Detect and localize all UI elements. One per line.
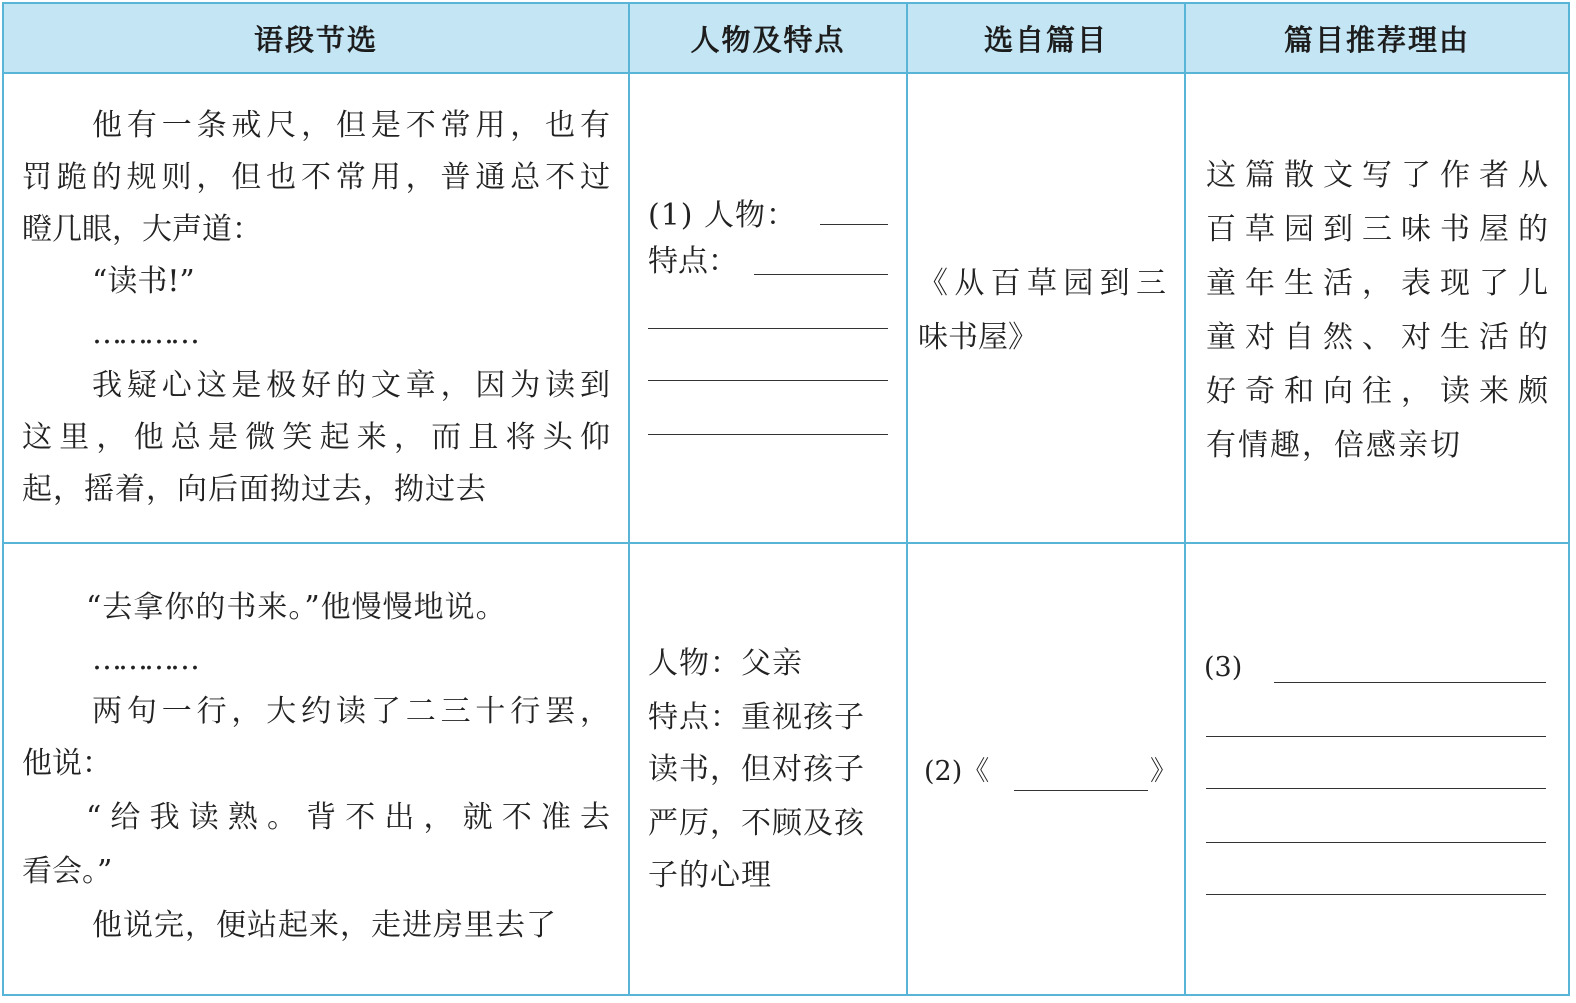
character-line: 人物：父亲 — [648, 646, 803, 681]
column-divider — [628, 4, 630, 994]
person-label: (1) 人物： — [648, 198, 798, 233]
excerpt-line: 他说： — [22, 746, 112, 781]
excerpt-line: “给我读熟。背不出，就不准去 — [86, 800, 610, 835]
trait-blank — [648, 434, 888, 435]
excerpt-line: 瞪几眼，大声道： — [22, 212, 262, 247]
header-source: 选自篇目 — [983, 23, 1108, 57]
source-prefix: (2)《 — [924, 756, 990, 787]
reason-blank — [1206, 736, 1546, 737]
header-reason: 篇目推荐理由 — [1283, 23, 1470, 57]
reason-prefix: (3) — [1204, 652, 1243, 683]
excerpt-line: ………… — [92, 316, 196, 351]
header-character: 人物及特点 — [690, 23, 846, 57]
excerpt-line: “读书!” — [92, 264, 195, 299]
person-blank — [820, 224, 888, 225]
reason-blank — [1206, 894, 1546, 895]
source-line: 《从百草园到三 — [918, 266, 1166, 301]
row-divider — [4, 542, 1568, 544]
reason-blank — [1274, 682, 1546, 683]
excerpt-line: 罚跪的规则，但也不常用，普通总不过 — [22, 160, 610, 195]
trait-label: 特点： — [648, 244, 738, 279]
reason-line: 童年生活，表现了儿 — [1206, 266, 1548, 301]
reason-line: 童对自然、对生活的 — [1206, 320, 1548, 355]
character-line: 严厉，不顾及孩 — [648, 806, 865, 841]
excerpt-line: 看会。” — [22, 854, 113, 889]
trait-blank — [648, 380, 888, 381]
excerpt-line: 他有一条戒尺，但是不常用，也有 — [92, 108, 610, 143]
reason-line: 百草园到三味书屋的 — [1206, 212, 1548, 247]
excerpt-line: ………… — [92, 642, 196, 677]
character-line: 子的心理 — [648, 858, 772, 893]
excerpt-line: 起，摇着，向后面拗过去，拗过去 — [22, 472, 487, 507]
source-line: 味书屋》 — [918, 320, 1038, 355]
header-excerpt: 语段节选 — [253, 23, 378, 57]
character-line: 读书，但对孩子 — [648, 752, 865, 787]
source-blank — [1014, 790, 1148, 791]
excerpt-line: 两句一行，大约读了二三十行罢， — [92, 694, 610, 729]
reason-blank — [1206, 788, 1546, 789]
column-divider — [1184, 4, 1186, 994]
trait-blank — [648, 328, 888, 329]
excerpt-line: “去拿你的书来。”他慢慢地说。 — [86, 590, 507, 625]
excerpt-line: 这里，他总是微笑起来，而且将头仰 — [22, 420, 610, 455]
excerpt-line: 他说完，便站起来，走进房里去了 — [92, 908, 557, 943]
reason-line: 好奇和向往，读来颇 — [1206, 374, 1548, 409]
reason-blank — [1206, 842, 1546, 843]
source-suffix: 》 — [1150, 756, 1177, 787]
reason-line: 这篇散文写了作者从 — [1206, 158, 1548, 193]
reason-line: 有情趣，倍感亲切 — [1206, 428, 1462, 463]
character-line: 特点：重视孩子 — [648, 700, 865, 735]
trait-blank — [754, 274, 888, 275]
column-divider — [906, 4, 908, 994]
excerpt-line: 我疑心这是极好的文章，因为读到 — [92, 368, 610, 403]
